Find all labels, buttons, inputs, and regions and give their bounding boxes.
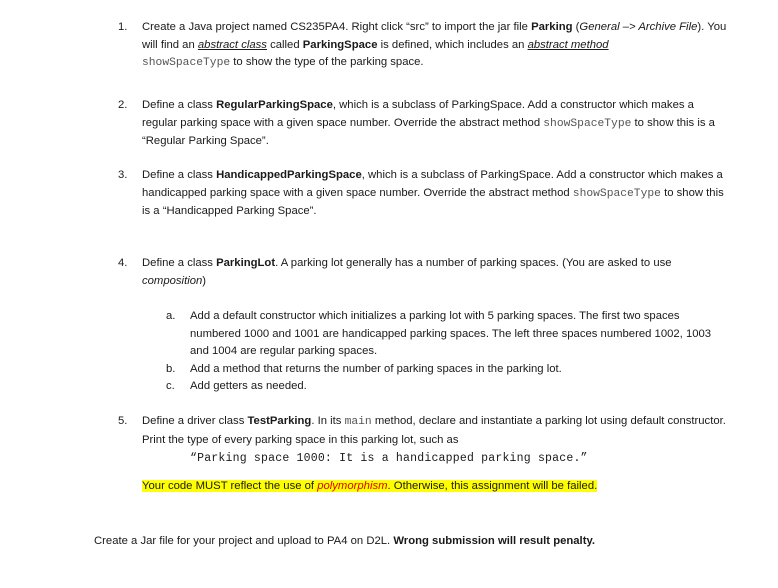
text: , which is a subclass of ParkingSpace. Add a constructor which makes a handicapped parking space with a given space number. Override the abstract method (142, 169, 723, 199)
item-body (142, 19, 728, 73)
text: to show this is a “Regular Parking Space”. (142, 116, 715, 147)
sub-item-text: Add a method that returns the number of parking spaces in the parking lot. (190, 363, 562, 375)
text: Define a class (142, 257, 217, 269)
footer-text: Create a Jar file for your project and upload to PA4 on D2L. (94, 535, 394, 547)
polymorphism-term: polymorphism (317, 479, 388, 492)
item-number: 5. (118, 415, 128, 427)
composition-term: composition (142, 274, 203, 287)
highlighted-warning (142, 478, 728, 496)
submission-instructions (94, 533, 754, 551)
sub-item-text: Add getters as needed. (190, 380, 307, 392)
item-number: 1. (118, 21, 128, 33)
method-name: main (344, 416, 372, 428)
jar-name: Parking (531, 21, 573, 33)
sub-item-c (166, 378, 726, 396)
penalty-warning: Wrong submission will result penalty. (393, 535, 596, 547)
item-body (142, 97, 728, 151)
list-item-5 (118, 413, 728, 495)
sub-item-text: Add a default constructor which initializes a parking lot with 5 parking spaces. The first two spaces numbered 1000 and 1001 are handicapped parking spaces. The left three spaces numbered 1002, 1003 and 1004 are regular parking spaces. (190, 310, 712, 357)
text: , which is a subclass of ParkingSpace. Add a constructor which makes a regular parking space with a given space number. Override the abstract method (142, 99, 694, 129)
list-item-4 (118, 255, 728, 290)
class-name: ParkingSpace (302, 38, 378, 51)
text: to show the type of the parking space. (230, 56, 424, 68)
item-number: 4. (118, 257, 128, 269)
text: to show this is a “Handicapped Parking Space”. (142, 186, 724, 217)
class-name: ParkingLot (216, 257, 276, 269)
item-body (142, 167, 728, 221)
text: ( (572, 21, 580, 33)
sub-item-letter: c. (166, 380, 175, 392)
method-name: showSpaceType (572, 187, 661, 200)
sub-item-b (166, 361, 726, 379)
class-name: TestParking (247, 415, 312, 427)
example-output: “Parking space 1000: It is a handicapped parking space.” (190, 452, 588, 465)
sub-item-letter: a. (166, 310, 176, 322)
class-name: RegularParkingSpace (216, 99, 333, 111)
sub-item-a (166, 308, 726, 361)
text: method, declare and instantiate a parking lot using default constructor. Print the type of every parking space in this parking lot, such as (142, 415, 726, 446)
list-item-2 (118, 97, 728, 151)
text: . A parking lot generally has a number of parking spaces. (You are asked to use (275, 257, 672, 269)
abstract-class-term: abstract class (197, 38, 267, 51)
menu-path: General –> Archive File (579, 21, 698, 33)
warning-text: . Otherwise, this assignment will be failed. (387, 479, 598, 492)
text: Create a Java project named CS235PA4. Right click “src” to import the jar file (142, 21, 532, 33)
item-body (142, 413, 728, 495)
text: Define a driver class (142, 415, 248, 427)
method-name: showSpaceType (543, 117, 632, 130)
text: is defined, which includes an (377, 38, 528, 51)
class-name: HandicappedParkingSpace (216, 169, 362, 181)
list-item-1 (118, 19, 728, 73)
method-name: showSpaceType (142, 57, 231, 69)
sub-item-letter: b. (166, 363, 176, 375)
item-body (142, 255, 728, 290)
abstract-method-term: abstract method (527, 38, 609, 51)
warning-text: Your code MUST reflect the use of (142, 479, 318, 492)
list-item-3 (118, 167, 728, 221)
text: Define a class (142, 99, 217, 111)
text: called (266, 38, 303, 51)
text: Define a class (142, 169, 217, 181)
text: ) (202, 274, 207, 287)
item-number: 3. (118, 169, 128, 181)
text: . In its (311, 415, 345, 427)
text: ). You will find an (142, 21, 727, 51)
item-number: 2. (118, 99, 128, 111)
